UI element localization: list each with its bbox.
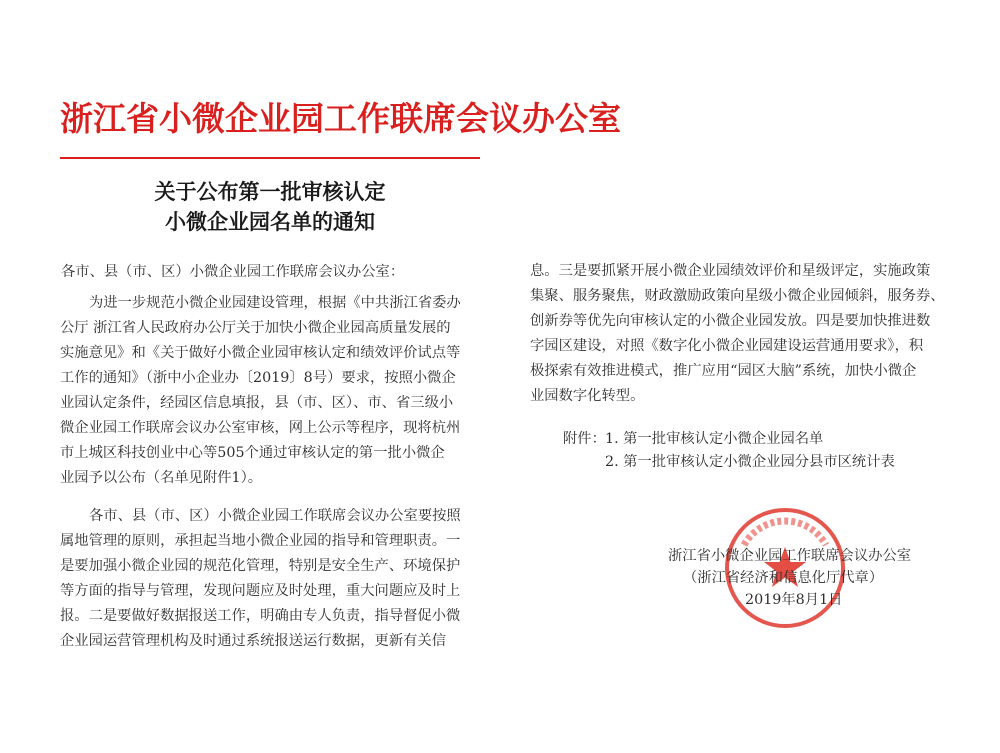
paragraph-2-line: 属地管理的原则，承担起当地小微企业园的指导和管理职责。一: [60, 533, 461, 549]
paragraph-1-line: 微企业园工作联席会议办公室审核，网上公示等程序，现将杭州: [60, 420, 461, 436]
signature-date: 2019年8月1日: [745, 592, 843, 608]
paragraph-2-continued-line: 集聚、服务聚焦，财政激励政策向星级小微企业园倾斜，服务券、: [530, 288, 945, 304]
paragraph-1-line: 业园认定条件，经园区信息填报，县（市、区）、市、省三级小: [60, 395, 454, 411]
signature-office: 浙江省小微企业园工作联席会议办公室: [668, 548, 912, 564]
salutation: 各市、县（市、区）小微企业园工作联席会议办公室：: [61, 264, 405, 280]
paragraph-2-continued-line: 极探索有效推进模式，推广应用“园区大脑”系统，加快小微企: [530, 363, 917, 379]
paragraph-2-line: 是要加强小微企业园的规范化管理，特别是安全生产、环境保护: [60, 558, 461, 574]
paragraph-2-line: 各市、县（市、区）小微企业园工作联席会议办公室要按照: [89, 508, 461, 524]
paragraph-1-line: 公厅 浙江省人民政府办公厅关于加快小微企业园高质量发展的: [60, 320, 451, 336]
red-header-rule: [60, 157, 480, 159]
paragraph-1-line: 市上城区科技创业中心等505个通过审核认定的第一批小微企: [60, 445, 445, 461]
attachment-item: 1. 第一批审核认定小微企业园名单: [605, 431, 824, 447]
paragraph-2-continued-line: 创新券等优先向审核认定的小微企业园发放。四是要加快推进数: [530, 313, 931, 329]
notice-title-line-2: 小微企业园名单的通知: [165, 209, 375, 234]
attachment-item: 2. 第一批审核认定小微企业园分县市区统计表: [605, 454, 895, 470]
attachments-label: 附件：: [563, 431, 606, 447]
notice-title-line-1: 关于公布第一批审核认定: [154, 179, 386, 204]
paragraph-2-line: 企业园运营管理机构及时通过系统报送运行数据，更新有关信: [60, 633, 447, 649]
paragraph-1-line: 工作的通知》（浙中小企业办〔2019〕8号）要求，按照小微企: [60, 370, 456, 386]
signature-delegate-seal-note: （浙江省经济和信息化厅代章）: [683, 570, 884, 586]
paragraph-2-line: 报。二是要做好数据报送工作，明确由专人负责，指导督促小微: [60, 608, 461, 624]
paragraph-1-line: 业园予以公布（名单见附件1）。: [60, 470, 263, 486]
paragraph-1-line: 实施意见》和《关于做好小微企业园审核认定和绩效评价试点等: [60, 345, 461, 361]
paragraph-2-continued-line: 字园区建设，对照《数字化小微企业园建设运营通用要求》，积: [530, 338, 924, 354]
paragraph-2-continued-line: 息。三是要抓紧开展小微企业园绩效评价和星级评定，实施政策: [530, 263, 931, 279]
paragraph-2-line: 等方面的指导与管理，发现问题应及时处理，重大问题应及时上: [60, 583, 461, 599]
issuing-office-title: 浙江省小微企业园工作联席会议办公室: [60, 99, 621, 138]
paragraph-1-line: 为进一步规范小微企业园建设管理，根据《中共浙江省委办: [89, 295, 461, 311]
paragraph-2-continued-line: 业园数字化转型。: [530, 388, 645, 404]
